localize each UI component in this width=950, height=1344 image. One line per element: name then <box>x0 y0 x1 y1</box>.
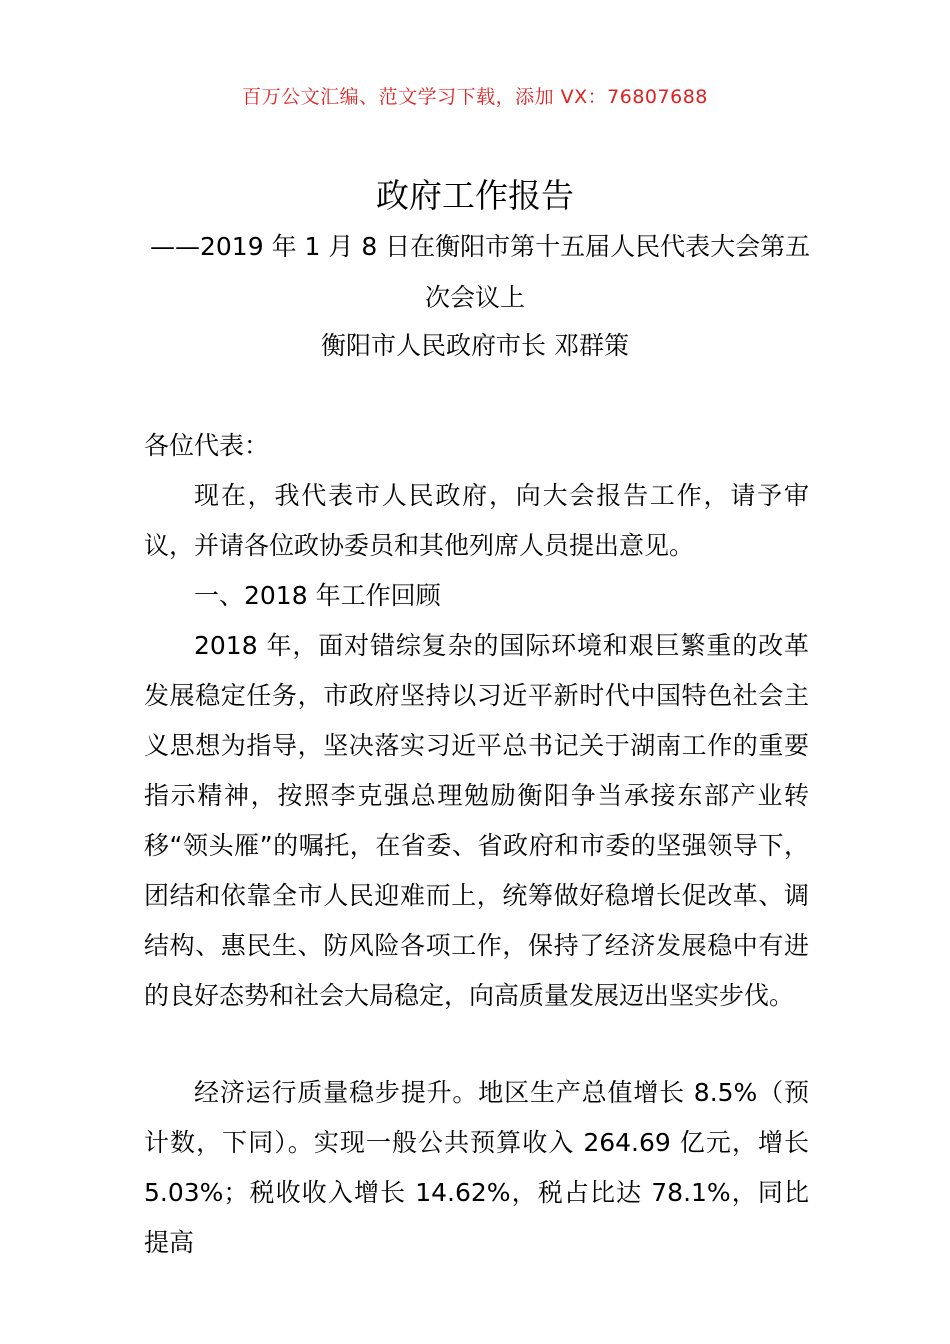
document-subtitle-line1: ——2019 年 1 月 8 日在衡阳市第十五届人民代表大会第五 <box>150 232 811 261</box>
paragraph-economy: 经济运行质量稳步提升。地区生产总值增长 8.5%（预计数，下同）。实现一般公共预算收入 264.69 亿元，增长 5.03%；税收收入增长 14.62%，税占比达 78.1%，同比提高 <box>144 1078 809 1257</box>
paragraph-overview: 2018 年，面对错综复杂的国际环境和艰巨繁重的改革发展稳定任务，市政府坚持以习近平新时代中国特色社会主义思想为指导，坚决落实习近平总书记关于湖南工作的重要指示精神，按照李克强总理勉励衡阳争当承接东部产业转移“领头雁”的嘱托，在省委、省政府和市委的坚强领导下，团结和依靠全市人民迎难而上，统筹做好稳增长促改革、调结构、惠民生、防风险各项工作，保持了经济发展稳中有进的良好态势和社会大局稳定，向高质量发展迈出坚实步伐。 <box>144 631 809 1010</box>
salutation: 各位代表： <box>144 431 270 460</box>
document-subtitle-line2: 次会议上 <box>424 283 525 312</box>
document-title: 政府工作报告 <box>376 176 574 215</box>
section-heading-review: 一、2018 年工作回顾 <box>194 581 441 610</box>
paragraph-intro: 现在，我代表市人民政府，向大会报告工作，请予审议，并请各位政协委员和其他列席人员提出意见。 <box>144 481 809 560</box>
watermark-banner: 百万公文汇编、范文学习下载，添加 VX：76807688 <box>242 86 708 108</box>
document-author: 衡阳市人民政府市长 邓群策 <box>321 331 629 360</box>
